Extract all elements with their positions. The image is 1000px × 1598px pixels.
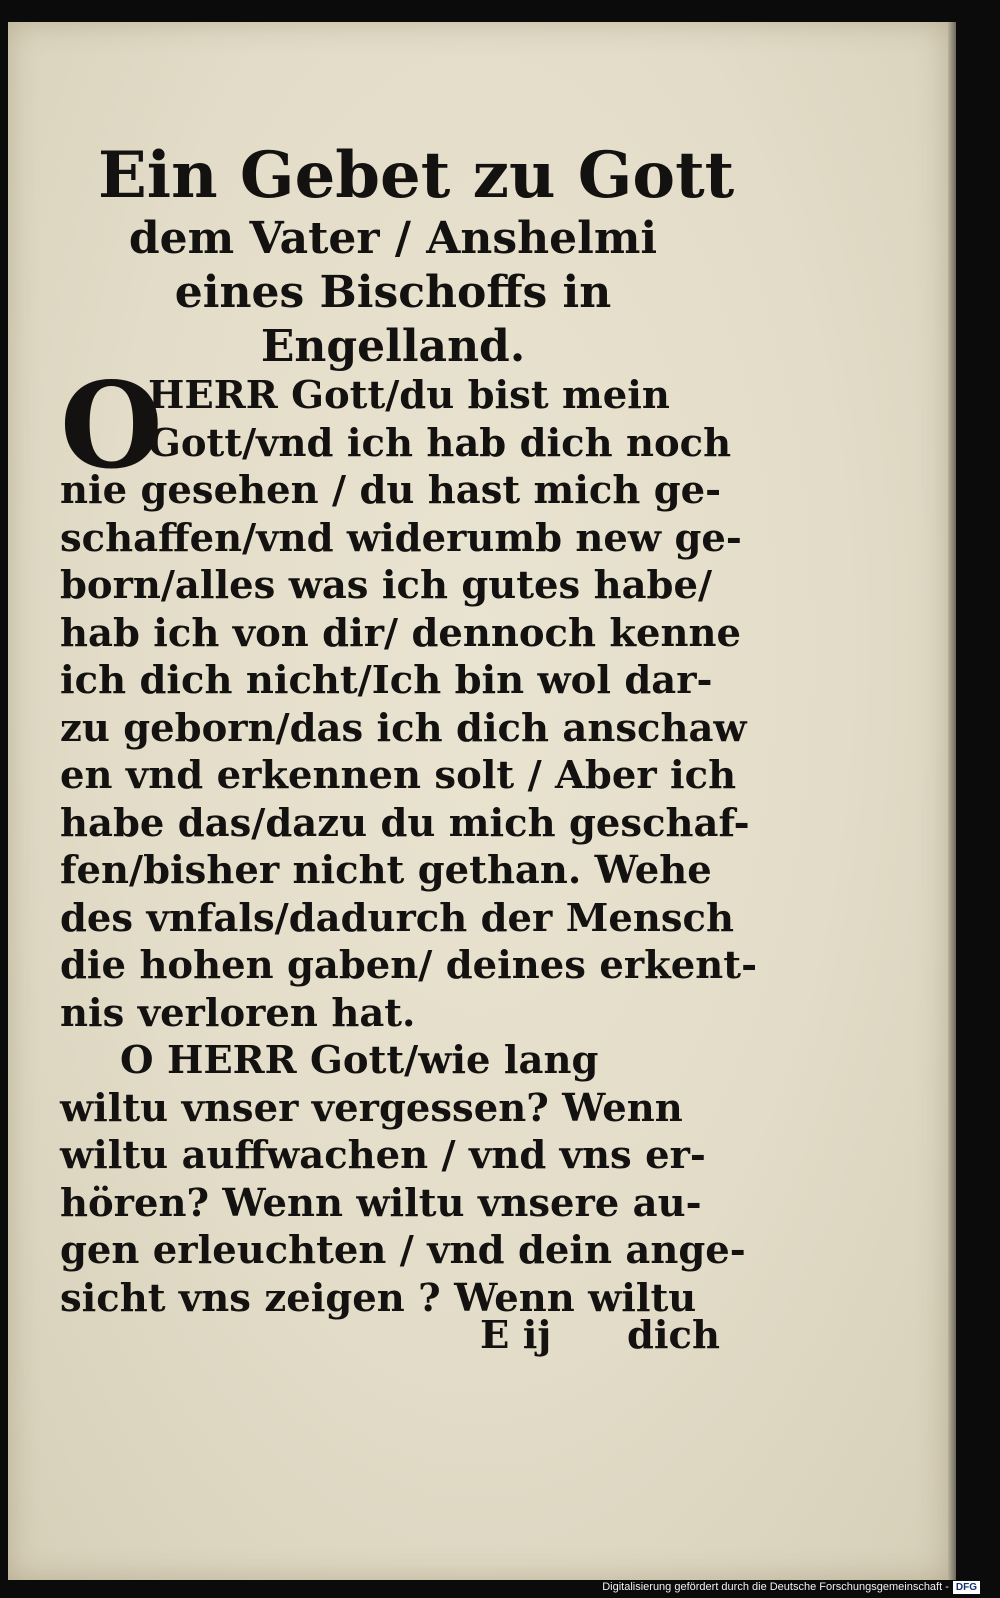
title-line-4: Engelland. <box>260 321 526 372</box>
page-title <box>98 138 735 374</box>
title-line-2: dem Vater / Anshelmi <box>128 213 658 264</box>
text-line: nis verloren hat. <box>60 990 416 1036</box>
prayer-text <box>60 372 758 1322</box>
signature-line <box>60 1312 720 1360</box>
book-page <box>8 22 948 1580</box>
text-line: Gott/vnd ich hab dich noch <box>148 420 732 466</box>
text-line: zu geborn/das ich dich anschaw <box>60 705 747 751</box>
text-line: des vnfals/dadurch der Mensch <box>60 895 734 941</box>
digitization-credit <box>602 1580 980 1594</box>
text-line: wiltu auffwachen / vnd vns er- <box>60 1133 706 1178</box>
text-line: wiltu vnser vergessen? Wenn <box>60 1085 683 1131</box>
text-line: habe das/dazu du mich geschaf- <box>60 800 750 846</box>
text-line: gen erleuchten / vnd dein ange- <box>60 1228 746 1273</box>
text-line: nie gesehen / du hast mich ge- <box>60 468 722 513</box>
catchword: dich <box>627 1313 720 1358</box>
text-line: hören? Wenn wiltu vnsere au- <box>60 1180 702 1226</box>
drop-cap-initial: O <box>60 356 163 495</box>
text-line: O HERR Gott/wie lang <box>120 1038 599 1083</box>
page-edge <box>948 22 956 1580</box>
title-line-3: eines Bischoffs in <box>174 267 612 318</box>
title-line-1: Ein Gebet zu Gott <box>98 138 735 213</box>
signature-mark: E ij <box>480 1313 552 1358</box>
text-line: hab ich von dir/ dennoch kenne <box>60 610 742 656</box>
text-line: schaffen/vnd widerumb new ge- <box>60 515 742 561</box>
dfg-logo: DFG <box>953 1581 980 1594</box>
text-line: born/alles was ich gutes habe/ <box>60 563 713 608</box>
text-line: HERR Gott/du bist mein <box>148 373 670 418</box>
text-line: sicht vns zeigen ? Wenn wiltu <box>60 1275 697 1321</box>
text-line: en vnd erkennen solt / Aber ich <box>60 753 737 798</box>
text-line: fen/bisher nicht gethan. Wehe <box>60 848 712 893</box>
text-line: ich dich nicht/Ich bin wol dar- <box>60 658 713 703</box>
credit-text: Digitalisierung gefördert durch die Deutsche Forschungsgemeinschaft - <box>602 1581 949 1593</box>
text-line: die hohen gaben/ deines erkent- <box>60 943 758 988</box>
